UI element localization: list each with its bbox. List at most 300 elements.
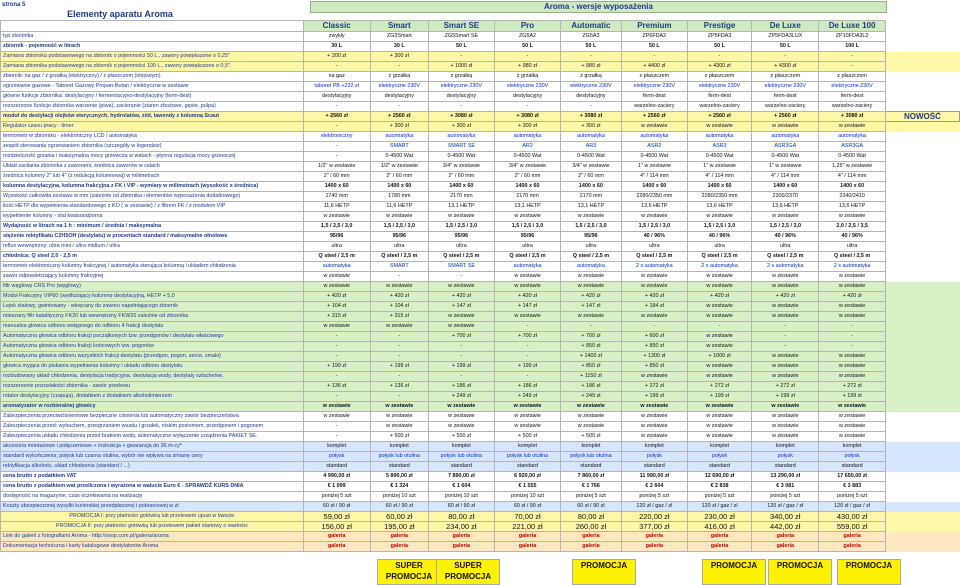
table-cell: - — [494, 322, 560, 332]
row-label: ilość HETP dla wypełnienia standardowego z KO ( w zestawie) / z filtrem FK / z modułem VIP — [1, 202, 304, 212]
row-label: rozbudowany układ chłodzenia, destylacja tradycyjna, destylacja wody, destylaty szlachetne, — [1, 372, 304, 382]
table-row — [1, 382, 960, 392]
table-cell: Q steel / 2,5 m — [428, 252, 494, 262]
table-cell: 0-4500 Wat — [370, 152, 428, 162]
table-cell: ASR3GA — [752, 142, 819, 152]
table-cell: - — [494, 102, 560, 112]
table-cell: w zestawie — [621, 422, 687, 432]
promo-badge — [768, 559, 832, 585]
table-cell: - — [819, 62, 886, 72]
row-label: rozszerzone funkcje zbiornika warzenie (piwa), zacieranie (ziaren zbożowe, gęste, pulpa) — [1, 102, 304, 112]
table-cell: elektryczne 230V — [621, 82, 687, 92]
table-cell: komplet — [687, 442, 751, 452]
gallery-link[interactable]: galeria — [561, 532, 622, 542]
table-cell: w zestawie — [428, 312, 494, 322]
table-row — [1, 432, 960, 442]
table-cell: 60 zł / 90 zł — [428, 502, 494, 512]
gallery-link[interactable]: galeria — [428, 542, 494, 552]
table-cell: 0-4500 Wat — [752, 152, 819, 162]
table-cell: automatyka — [561, 132, 622, 142]
table-cell: 1" w zestawie — [621, 162, 687, 172]
row-label: akcesoria montażowe i połączeniowe + instrukcja + gwarancja do 36 m-cy* — [1, 442, 304, 452]
table-cell: 3/4" w zestawie — [494, 162, 560, 172]
table-cell: 95/96 — [561, 232, 622, 242]
table-cell: + 850 zł — [621, 362, 687, 372]
table-cell: + 3080 zł — [494, 112, 560, 122]
row-label: termometr elektroniczny kolumny frakcyjnej / automatyka sterująca kolumną i układem chłodzenia — [1, 262, 304, 272]
table-cell: 50 L — [621, 42, 687, 52]
table-cell: 0-4500 Wat — [428, 152, 494, 162]
table-cell: ultra — [752, 242, 819, 252]
table-cell: - — [370, 102, 428, 112]
table-cell: standard — [303, 462, 370, 472]
table-cell: 1400 x 60 — [687, 182, 751, 192]
table-cell: 1400 x 60 — [819, 182, 886, 192]
table-cell: - — [752, 52, 819, 62]
table-cell: ultra — [428, 242, 494, 252]
table-cell: - — [687, 322, 751, 332]
table-cell: 50 L — [752, 42, 819, 52]
gallery-link[interactable]: galeria — [428, 532, 494, 542]
table-cell: + 3080 zł — [561, 112, 622, 122]
table-cell: w zestawie — [687, 212, 751, 222]
row-label: Zabezpieczenia przed: wybuchem, przegrzaniem wsadu i grzałek, niskim poziomem, przedgonem i pogonem — [1, 422, 304, 432]
table-cell: w zestawie — [752, 432, 819, 442]
table-cell: 95/96 — [428, 232, 494, 242]
table-cell: komplet — [561, 442, 622, 452]
table-cell: w zestawie — [494, 312, 560, 322]
table-cell: 1400 x 60 — [370, 182, 428, 192]
table-cell: + 500 zł — [428, 432, 494, 442]
table-cell: 2 x automatyka — [819, 262, 886, 272]
spacer-cell — [885, 262, 959, 272]
table-cell: w zestawie — [494, 402, 560, 412]
table-cell: 2" / 60 mm — [561, 172, 622, 182]
table-cell: 195,00 zł — [370, 522, 428, 532]
table-cell: w zestawie — [494, 272, 560, 282]
table-cell: ferm-dest — [621, 92, 687, 102]
table-cell: 1,5 / 2,5 / 3,0 — [561, 222, 622, 232]
row-label: Zabezpieczenia układu chłodzenia przed brakiem wody, automatyczne wyłączenie urządzenia PAKIET SE. — [1, 432, 304, 442]
table-cell: w zestawie — [819, 362, 886, 372]
table-cell: 13,6 HETP — [687, 202, 751, 212]
model-name: Automatic — [561, 21, 622, 32]
table-row — [1, 322, 960, 332]
promo-badge-line2: PROMOCJA — [444, 572, 492, 581]
table-cell: 13,1 HETP — [494, 202, 560, 212]
table-cell: - — [370, 352, 428, 362]
table-cell: 0-4500 Wat — [819, 152, 886, 162]
row-label: cena brutto z podatkiem VAT — [1, 472, 304, 482]
table-cell: - — [370, 372, 428, 382]
table-cell: 11,6 HETP — [370, 202, 428, 212]
table-cell: komplet — [752, 442, 819, 452]
row-label: zespół sterowania ogrzewaniem zbiornika (szczegóły w legendzie) — [1, 142, 304, 152]
table-cell: w zestawie — [752, 412, 819, 422]
table-cell: + 2560 zł — [752, 112, 819, 122]
table-cell: z płaszczem — [752, 72, 819, 82]
spacer-cell — [885, 372, 959, 382]
table-row — [1, 102, 960, 112]
table-cell: + 500 zł — [561, 432, 622, 442]
table-row — [1, 392, 960, 402]
row-label: moduł do destylacji olejków eterycznych, hydrolatów, ziół, lawendy z kolumną Scaut — [1, 112, 304, 122]
table-cell: + 136 zł — [303, 382, 370, 392]
spacer-cell — [885, 172, 959, 182]
table-cell: 1,25" w zestawie — [819, 162, 886, 172]
table-cell: 1400 x 60 — [621, 182, 687, 192]
promo-badge-line1: PROMOCJA — [580, 561, 628, 570]
table-row — [1, 352, 960, 362]
table-cell: + 315 zł — [370, 312, 428, 322]
table-cell: 5 890,00 zł — [370, 472, 428, 482]
table-cell: + 700 zł — [428, 332, 494, 342]
table-cell: elektroniczny — [303, 132, 370, 142]
table-cell: 120 zł / gaz / zł — [752, 502, 819, 512]
table-cell: + 249 zł — [428, 392, 494, 402]
spacer-cell — [885, 212, 959, 222]
gallery-link[interactable]: galeria — [303, 542, 370, 552]
table-cell: 2" / 60 mm — [303, 172, 370, 182]
table-cell: ZP6FDA2 — [621, 32, 687, 42]
row-label: rozdzielczość grzania i maksymalna mocy grzewcza w watach - płynna regulacja mocy grzewczej — [1, 152, 304, 162]
table-cell: + 147 zł — [494, 302, 560, 312]
gallery-link[interactable]: galeria — [819, 532, 886, 542]
table-cell: w zestawie — [752, 422, 819, 432]
table-cell: w zestawie — [819, 402, 886, 412]
table-cell: poniżej 5 szt — [819, 492, 886, 502]
table-row — [1, 92, 960, 102]
row-label: Regulator czasu pracy - timer — [1, 122, 304, 132]
row-label: Zamiana zbiornika podstawowego na zbiornik o pojemności 50 L., zawory powiększone o 0,25" — [1, 52, 304, 62]
spacer-cell — [885, 322, 959, 332]
gallery-link[interactable]: galeria — [303, 532, 370, 542]
table-row — [1, 202, 960, 212]
table-cell: 1,5 / 2,5 / 3,0 — [428, 222, 494, 232]
table-cell: 1400 x 60 — [428, 182, 494, 192]
table-cell: - — [621, 52, 687, 62]
spacer-cell — [885, 272, 959, 282]
table-cell: 40 / 96% — [687, 232, 751, 242]
table-cell: + 104 zł — [370, 302, 428, 312]
model-name: Classic — [303, 21, 370, 32]
gallery-link[interactable]: galeria — [494, 532, 560, 542]
spacer-cell — [885, 542, 959, 552]
row-label: Zabezpieczenia przeciwciśnieniowe bezpieczne ciśnienia lub automatyczny zawór bezpieczeństwa — [1, 412, 304, 422]
spacer-cell — [885, 282, 959, 292]
table-cell: standard — [687, 462, 751, 472]
table-cell: + 500 zł — [494, 432, 560, 442]
table-cell: standard — [621, 462, 687, 472]
table-cell: w zestawie — [561, 312, 622, 322]
spacer-cell — [885, 382, 959, 392]
table-cell: ultra — [687, 242, 751, 252]
table-cell: - — [303, 422, 370, 432]
table-cell: + 600 zł — [621, 332, 687, 342]
table-cell: z grzałką — [561, 72, 622, 82]
table-cell: ultra — [370, 242, 428, 252]
table-cell: ZP10FDA3L2 — [819, 32, 886, 42]
table-cell: w zestawie — [687, 402, 751, 412]
table-cell: 50 L — [428, 42, 494, 52]
table-cell: + 2560 zł — [621, 112, 687, 122]
table-cell: 430,00 zł — [819, 512, 886, 522]
table-cell: ZG5A3 — [561, 32, 622, 42]
table-cell: ferm-dest — [752, 92, 819, 102]
table-cell: 40 / 96% — [819, 232, 886, 242]
table-cell: w zestawie — [819, 412, 886, 422]
table-cell: automatyka — [621, 132, 687, 142]
table-cell: - — [621, 322, 687, 332]
table-cell: - — [561, 322, 622, 332]
gallery-link[interactable]: galeria — [494, 542, 560, 552]
table-cell: Q steel / 2,5 m — [561, 252, 622, 262]
table-cell: € 1 324 — [370, 482, 428, 492]
group-title: Aroma - wersje wyposażenia — [310, 1, 887, 13]
row-label: stężenie rektyfikatu C2H5OH (destylatu) w procentach standard / maksymalne ołnolowe — [1, 232, 304, 242]
table-cell: + 980 zł — [561, 62, 622, 72]
table-cell: € 1 555 — [494, 482, 560, 492]
table-cell: - — [303, 142, 370, 152]
table-cell: - — [370, 392, 428, 402]
row-label: termometr w zbiorniku - elektroniczny LCD / automatyka — [1, 132, 304, 142]
promo-badge — [377, 559, 441, 585]
table-cell: 7 890,00 zł — [428, 472, 494, 482]
table-cell: standard — [752, 462, 819, 472]
row-label: rektyfikacja alkoholu, układ chłodzenia (standard / ...) — [1, 462, 304, 472]
row-label: Lejek stalowy, gwintowany - wkręcany do zaworu napełniającego zbiornik — [1, 302, 304, 312]
table-cell: € 2 604 — [621, 482, 687, 492]
gallery-link[interactable]: galeria — [561, 542, 622, 552]
table-cell: 100 L — [819, 42, 886, 52]
row-label: Dokumentacja techniczna i karty katalogowe destylatorów Aroma — [1, 542, 304, 552]
table-cell: ultra — [494, 242, 560, 252]
table-cell: w zestawie — [687, 312, 751, 322]
table-cell: warzelno-zaciery — [819, 102, 886, 112]
table-cell: w zestawie — [819, 432, 886, 442]
row-label: Koszty ubezpieczonej wysyłki kurierskiej przedpłaconej i pobraniowej w zł — [1, 502, 304, 512]
table-cell: Q steel / 2,5 m — [494, 252, 560, 262]
table-cell: Q steel / 2,5 m — [819, 252, 886, 262]
table-cell: zwykły — [303, 32, 370, 42]
table-cell: - — [428, 342, 494, 352]
table-cell: + 199 zł — [494, 362, 560, 372]
table-cell: - — [370, 62, 428, 72]
table-row — [1, 422, 960, 432]
table-cell: - — [303, 102, 370, 112]
table-cell: + 186 zł — [561, 382, 622, 392]
table-cell: ZP5FDA3 — [687, 32, 751, 42]
table-cell: + 4300 zł — [752, 62, 819, 72]
row-label: PROMOCJA II: przy płatności gotówką lub przelewem pakiet startowy o wartości — [1, 522, 304, 532]
table-cell: - — [819, 52, 886, 62]
gallery-link[interactable]: galeria — [621, 542, 687, 552]
new-badge: NOWOŚĆ — [885, 112, 959, 122]
table-cell: 50 L — [494, 42, 560, 52]
table-cell: w zestawie — [303, 412, 370, 422]
row-label: średnica kolumny 2" lub 4" (z redukcją kolumnową) w milimetrach — [1, 172, 304, 182]
table-cell: + 186 zł — [428, 382, 494, 392]
table-cell: w zestawie — [621, 312, 687, 322]
table-cell: 40 / 96% — [752, 232, 819, 242]
table-cell: + 980 zł — [494, 62, 560, 72]
table-cell: ASR3GA — [819, 142, 886, 152]
table-cell: + 300 zł — [370, 52, 428, 62]
table-cell: w zestawie — [687, 362, 751, 372]
table-row — [1, 412, 960, 422]
table-cell: € 1 766 — [561, 482, 622, 492]
table-cell: 11 990,00 zł — [621, 472, 687, 482]
table-row — [1, 212, 960, 222]
spacer-cell — [885, 32, 959, 42]
table-cell: - — [428, 102, 494, 112]
gallery-link[interactable]: galeria — [819, 542, 886, 552]
table-row — [1, 542, 960, 552]
table-row — [1, 232, 960, 242]
table-cell: połysk lub otulina — [561, 452, 622, 462]
spacer-cell — [885, 232, 959, 242]
table-cell: w zestawie — [621, 412, 687, 422]
row-label: głowica myjąca do płukania wypełnienia kolumny i układu odbioru destylatu — [1, 362, 304, 372]
table-cell: + 199 zł — [687, 392, 751, 402]
table-cell: SMART SE — [428, 142, 494, 152]
table-cell: poniżej 10 szt — [428, 492, 494, 502]
table-cell: z grzałką — [428, 72, 494, 82]
table-cell: ultra — [621, 242, 687, 252]
table-cell: + 420 zł — [428, 292, 494, 302]
table-row — [1, 52, 960, 62]
table-cell: standard — [819, 462, 886, 472]
table-cell: połysk lub otulina — [494, 452, 560, 462]
table-cell: w zestawie — [303, 212, 370, 222]
table-cell: w zestawie — [819, 312, 886, 322]
table-cell: € 3 081 — [752, 482, 819, 492]
table-cell: - — [303, 392, 370, 402]
table-row — [1, 442, 960, 452]
row-label: standard wykończenia; połysk lub czarna otulina, wybór nie wpływa na zmianę ceny — [1, 452, 304, 462]
table-row — [1, 522, 960, 532]
table-cell: poniżej 5 szt — [687, 492, 751, 502]
table-cell: + 4300 zł — [687, 62, 751, 72]
model-header-row — [1, 21, 960, 32]
table-cell: 30 L — [370, 42, 428, 52]
gallery-link[interactable]: galeria — [621, 532, 687, 542]
table-cell: + 300 zł — [428, 122, 494, 132]
table-cell: destylacyjny — [494, 92, 560, 102]
table-cell: z płaszczem — [687, 72, 751, 82]
table-cell: 2280/2350 mm — [687, 192, 751, 202]
gallery-link[interactable]: galeria — [687, 532, 751, 542]
table-cell: 559,00 zł — [819, 522, 886, 532]
table-cell: - — [428, 352, 494, 362]
table-cell: AR3 — [561, 142, 622, 152]
spacer-cell — [885, 192, 959, 202]
table-cell: 260,00 zł — [561, 522, 622, 532]
table-cell: 120 zł / gaz / zl — [687, 502, 751, 512]
table-cell: ASR3 — [687, 142, 751, 152]
table-cell: + 2560 zł — [303, 112, 370, 122]
table-cell: 1400 x 60 — [752, 182, 819, 192]
table-cell: 3/4" w zestawie — [561, 162, 622, 172]
gallery-link[interactable]: galeria — [370, 532, 428, 542]
table-cell: 50 L — [561, 42, 622, 52]
table-cell: z grzałką — [494, 72, 560, 82]
table-cell: € 2 838 — [687, 482, 751, 492]
model-name: Pro — [494, 21, 560, 32]
table-cell: - — [303, 332, 370, 342]
row-label: filtr węglowy CRS Pro (węglowy) — [1, 282, 304, 292]
table-cell: w zestawie — [370, 282, 428, 292]
table-cell: 95/96 — [370, 232, 428, 242]
table-cell: + 199 zł — [752, 392, 819, 402]
table-cell: + 850 zł — [561, 362, 622, 372]
row-label: Automatyczna głowica odbioru frakcji końcowych tzw. pogonów — [1, 342, 304, 352]
table-cell: w zestawie — [428, 282, 494, 292]
table-cell: + 420 zł — [370, 292, 428, 302]
table-row — [1, 272, 960, 282]
table-row — [1, 82, 960, 92]
table-cell: + 1150 zł — [561, 372, 622, 382]
table-cell: 2,0 / 2,5 / 3,5 — [819, 222, 886, 232]
spacer-cell — [885, 312, 959, 322]
spacer-cell — [885, 462, 959, 472]
table-cell: w zestawie — [621, 402, 687, 412]
gallery-link[interactable]: galeria — [752, 532, 819, 542]
spacer-cell — [885, 402, 959, 412]
gallery-link[interactable]: galeria — [752, 542, 819, 552]
gallery-link[interactable]: galeria — [370, 542, 428, 552]
table-cell: + 300 zł — [561, 122, 622, 132]
table-cell: 2300/2370 — [752, 192, 819, 202]
table-cell: - — [428, 52, 494, 62]
gallery-link[interactable]: galeria — [687, 542, 751, 552]
table-cell: 2170 mm — [428, 192, 494, 202]
table-cell: ferm-dest — [819, 92, 886, 102]
table-cell: + 2560 zł — [687, 112, 751, 122]
table-cell: + 272 zł — [621, 382, 687, 392]
table-cell: 1" w zestawie — [687, 162, 751, 172]
row-label: aromatyzator w rozbieralnej głowicy — [1, 402, 304, 412]
table-cell: 416,00 zł — [687, 522, 751, 532]
promo-badge-line1: PROMOCJA — [845, 561, 893, 570]
table-cell: połysk — [687, 452, 751, 462]
table-row — [1, 132, 960, 142]
table-cell: 60 zł / 90 zł — [561, 502, 622, 512]
table-cell: automatyka — [428, 132, 494, 142]
table-cell: 1,5 / 2,5 / 3,0 — [687, 222, 751, 232]
table-row — [1, 312, 960, 322]
table-cell: 1/2" w zestawie — [303, 162, 370, 172]
model-name: De Luxe — [752, 21, 819, 32]
table-cell: 156,00 zł — [303, 522, 370, 532]
table-cell: 1,5 / 2,5 / 3,0 — [303, 222, 370, 232]
table-cell: elektryczne 230V — [370, 82, 428, 92]
row-label: typ zbiornika — [1, 32, 304, 42]
table-cell: Q steel / 2,5 m — [370, 252, 428, 262]
table-cell: w zestawie — [370, 422, 428, 432]
table-cell: w zestawie — [303, 402, 370, 412]
table-cell: + 147 zł — [561, 302, 622, 312]
table-cell: 2280/2350 mm — [621, 192, 687, 202]
table-cell: ZP5FDA3LUX — [752, 32, 819, 42]
spacer-cell — [885, 452, 959, 462]
table-cell: 11,6 HETP — [303, 202, 370, 212]
table-cell: w zestawie — [687, 332, 751, 342]
table-cell: 80,00 zł — [428, 512, 494, 522]
table-cell: poniżej 5 szt — [621, 492, 687, 502]
table-cell: w zestawie — [370, 412, 428, 422]
table-row — [1, 112, 960, 122]
